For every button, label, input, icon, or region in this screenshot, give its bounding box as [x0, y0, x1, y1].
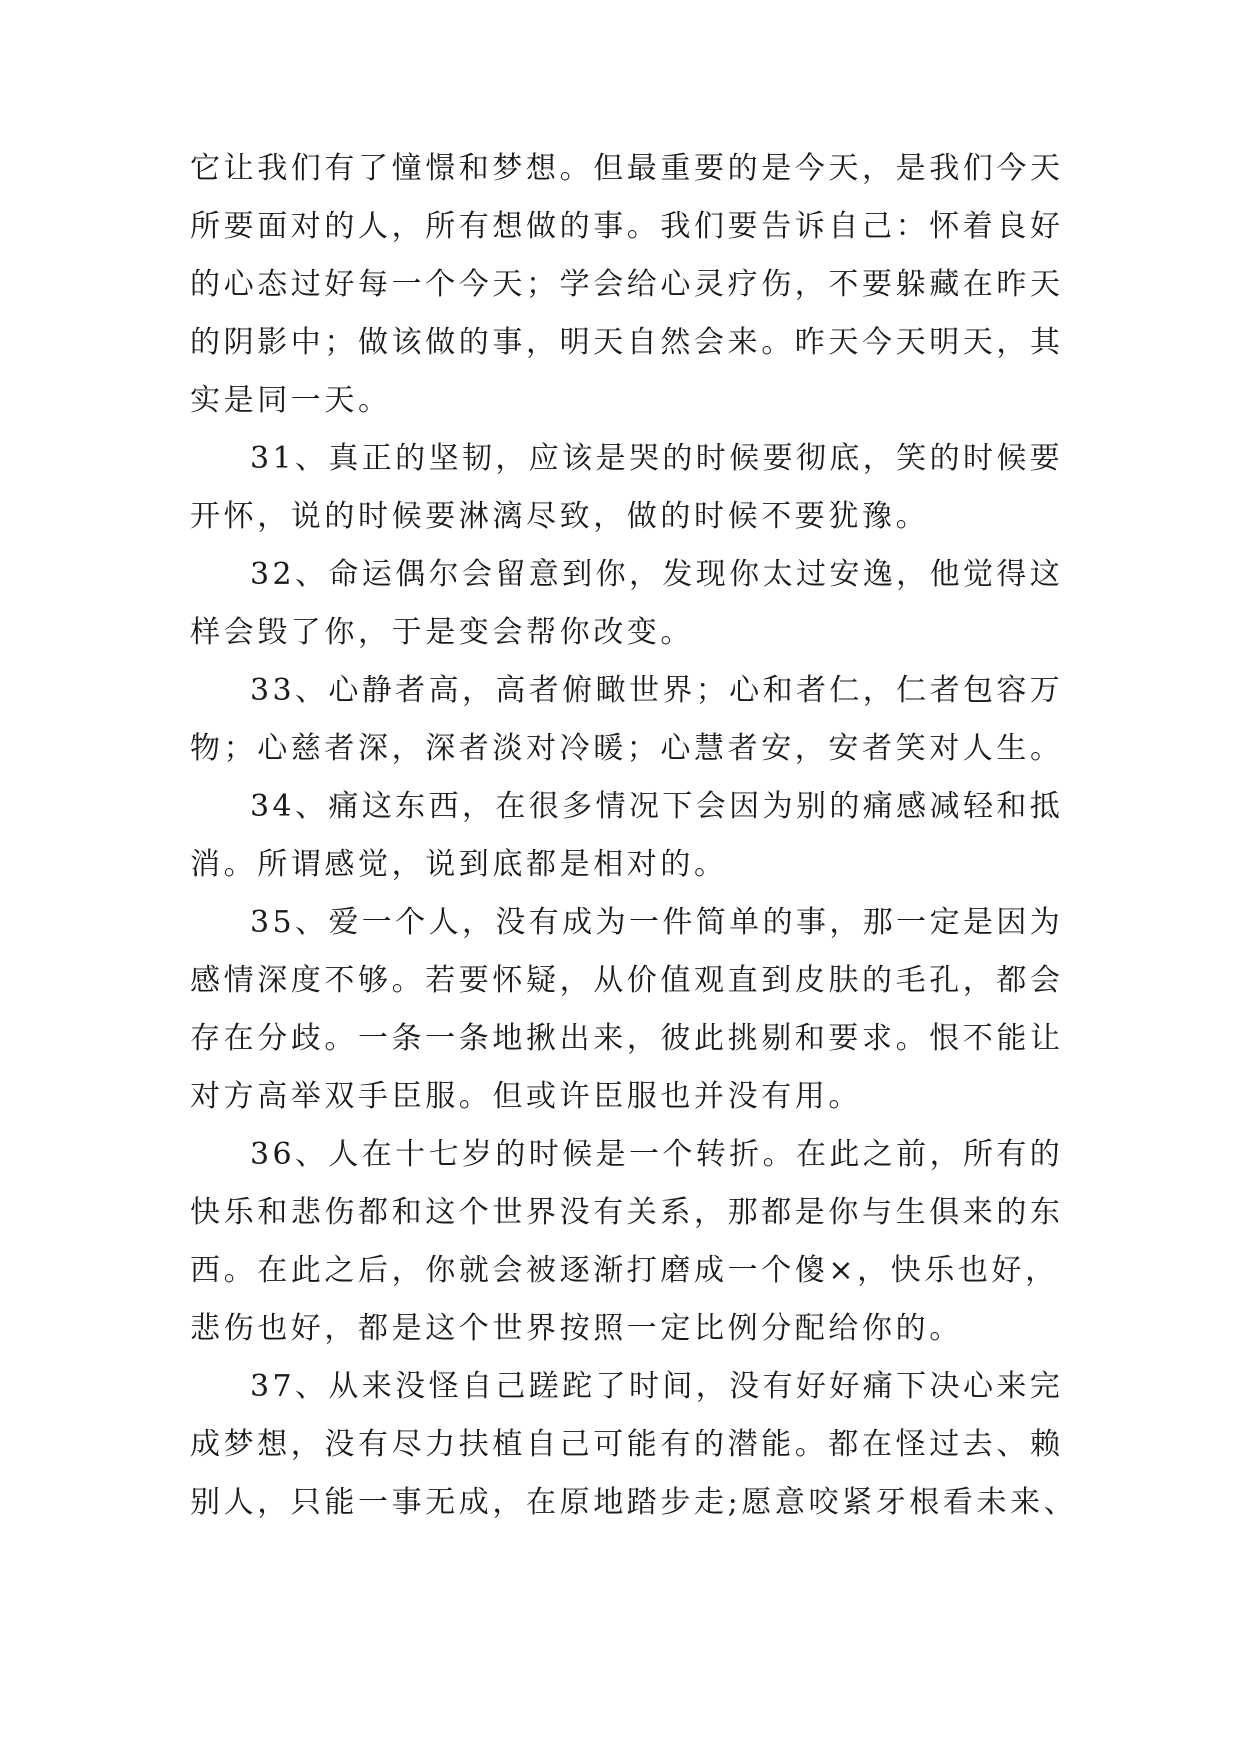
text-line: 物；心慈者深，深者淡对冷暖；心慧者安，安者笑对人生。 — [190, 731, 1064, 766]
paragraph-37-line: 37、从来没怪自己蹉跎了时间，没有好好痛下决心来完 — [250, 1369, 1064, 1404]
text-line: 开怀，说的时候要淋漓尽致，做的时候不要犹豫。 — [190, 499, 930, 534]
text-line: 别人，只能一事无成，在原地踏步走;愿意咬紧牙根看未来、 — [190, 1485, 1078, 1520]
text-line: 的心态过好每一个今天；学会给心灵疗伤，不要躲藏在昨天 — [190, 267, 1064, 302]
paragraph-32-line: 32、命运偶尔会留意到你，发现你太过安逸，他觉得这 — [250, 557, 1064, 592]
paragraph-34-line: 34、痛这东西，在很多情况下会因为别的痛感减轻和抵 — [250, 789, 1064, 824]
text-line: 消。所谓感觉，说到底都是相对的。 — [190, 847, 728, 882]
text-line: 快乐和悲伤都和这个世界没有关系，那都是你与生俱来的东 — [190, 1195, 1064, 1230]
text-line: 成梦想，没有尽力扶植自己可能有的潜能。都在怪过去、赖 — [190, 1427, 1064, 1462]
text-line: 所要面对的人，所有想做的事。我们要告诉自己：怀着良好 — [190, 209, 1064, 244]
paragraph-31-line: 31、真正的坚韧，应该是哭的时候要彻底，笑的时候要 — [250, 441, 1064, 476]
text-line: 西。在此之后，你就会被逐渐打磨成一个傻×，快乐也好， — [190, 1253, 1059, 1288]
paragraph-35-line: 35、爱一个人，没有成为一件简单的事，那一定是因为 — [250, 905, 1064, 940]
text-line: 对方高举双手臣服。但或许臣服也并没有用。 — [190, 1079, 862, 1114]
text-line: 悲伤也好，都是这个世界按照一定比例分配给你的。 — [190, 1311, 963, 1346]
paragraph-36-line: 36、人在十七岁的时候是一个转折。在此之前，所有的 — [250, 1137, 1064, 1172]
text-line: 存在分歧。一条一条地揪出来，彼此挑剔和要求。恨不能让 — [190, 1021, 1064, 1056]
text-line: 感情深度不够。若要怀疑，从价值观直到皮肤的毛孔，都会 — [190, 963, 1064, 998]
paragraph-33-line: 33、心静者高，高者俯瞰世界；心和者仁，仁者包容万 — [250, 673, 1064, 708]
text-line: 样会毁了你，于是变会帮你改变。 — [190, 615, 694, 650]
document-page — [190, 0, 1078, 1754]
text-line: 的阴影中；做该做的事，明天自然会来。昨天今天明天，其 — [190, 325, 1064, 360]
text-line: 它让我们有了憧憬和梦想。但最重要的是今天，是我们今天 — [190, 151, 1064, 186]
text-line: 实是同一天。 — [190, 383, 392, 418]
